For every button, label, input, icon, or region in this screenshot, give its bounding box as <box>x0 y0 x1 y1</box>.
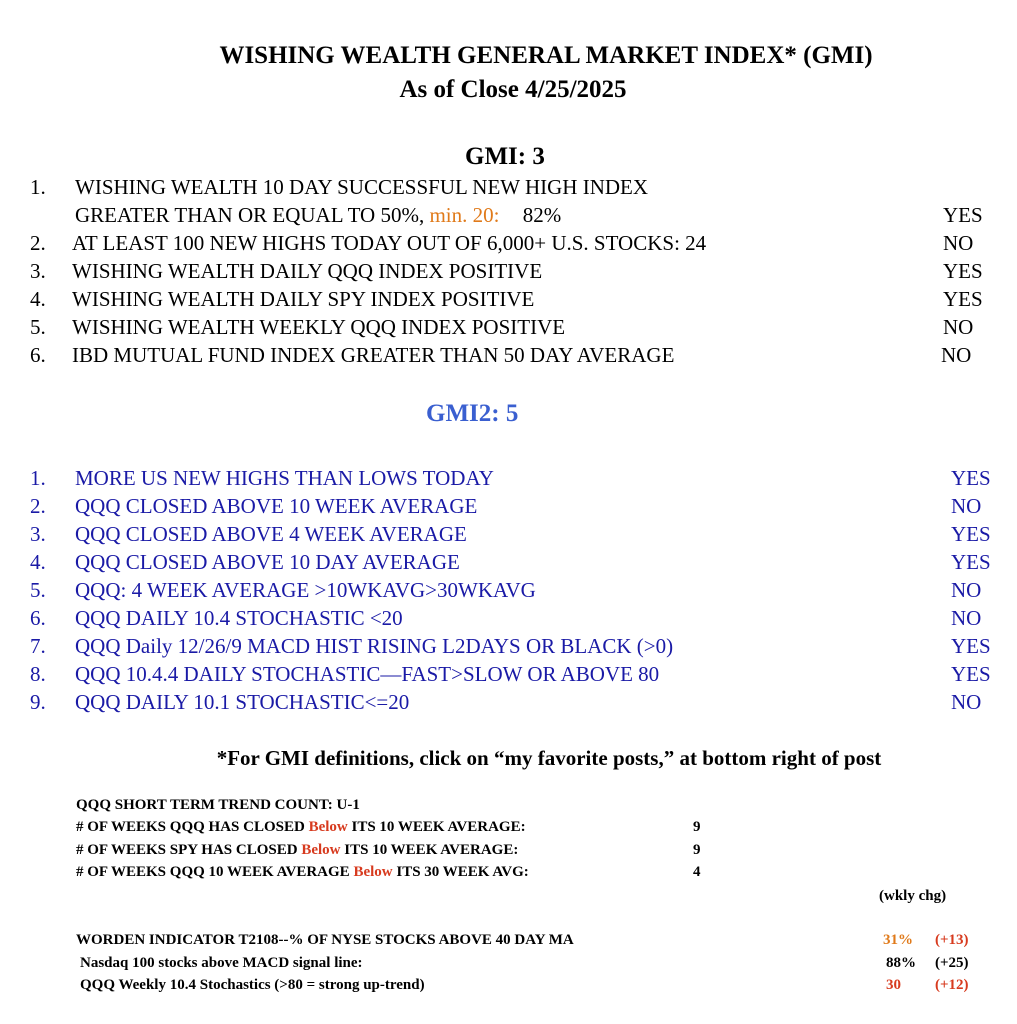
page-subtitle: As of Close 4/25/2025 <box>399 76 627 103</box>
trend-row-1-below: Below <box>308 819 348 835</box>
gmi2-item-2-label: QQQ CLOSED ABOVE 10 WEEK AVERAGE <box>75 494 478 518</box>
indicator-row-1-change: (+13) <box>935 932 969 948</box>
gmi2-item-3-status: YES <box>951 522 991 546</box>
gmi-item-1-status: YES <box>943 203 983 227</box>
gmi2-item-1-number: 1. <box>30 466 46 490</box>
gmi2-item-3-number: 3. <box>30 522 46 546</box>
gmi-item-5-number: 5. <box>30 315 46 339</box>
trend-row-1-post: ITS 10 WEEK AVERAGE: <box>347 819 526 835</box>
gmi-item-2-label: AT LEAST 100 NEW HIGHS TODAY OUT OF 6,000+ U.S. STOCKS: 24 <box>72 231 707 255</box>
trend-row-1-label <box>76 819 526 836</box>
trend-row-3-label <box>76 864 529 881</box>
gmi2-item-6-number: 6. <box>30 606 46 630</box>
gmi-item-2-status: NO <box>943 231 974 255</box>
indicator-row-1-value: 31% <box>883 932 913 948</box>
gmi-item-6-status: NO <box>941 343 972 367</box>
gmi2-item-7-number: 7. <box>30 634 46 658</box>
gmi2-item-6-label: QQQ DAILY 10.4 STOCHASTIC <20 <box>75 606 403 630</box>
gmi2-item-4-status: YES <box>951 550 991 574</box>
gmi2-item-5-number: 5. <box>30 578 46 602</box>
definitions-note: *For GMI definitions, click on “my favorite posts,” at bottom right of post <box>216 746 882 770</box>
gmi-item-4-label: WISHING WEALTH DAILY SPY INDEX POSITIVE <box>72 287 535 311</box>
gmi2-item-1-label: MORE US NEW HIGHS THAN LOWS TODAY <box>75 466 494 490</box>
gmi-item-3-label: WISHING WEALTH DAILY QQQ INDEX POSITIVE <box>72 259 543 283</box>
gmi-item-4-status: YES <box>943 287 983 311</box>
gmi-item-1-label-line1: WISHING WEALTH 10 DAY SUCCESSFUL NEW HIGH INDEX <box>75 175 649 199</box>
gmi-item-5-status: NO <box>943 315 974 339</box>
gmi-item-1-criterion: GREATER THAN OR EQUAL TO 50%, <box>75 203 425 227</box>
trend-row-2-value: 9 <box>693 842 701 858</box>
trend-row-3-pre: # OF WEEKS QQQ 10 WEEK AVERAGE <box>76 864 354 880</box>
gmi2-item-2-status: NO <box>951 494 982 518</box>
trend-row-3-post: ITS 30 WEEK AVG: <box>392 864 529 880</box>
gmi2-item-2-number: 2. <box>30 494 46 518</box>
trend-row-2-pre: # OF WEEKS SPY HAS CLOSED <box>76 842 302 858</box>
gmi-item-1-label-line2 <box>75 203 561 228</box>
gmi2-item-3-label: QQQ CLOSED ABOVE 4 WEEK AVERAGE <box>75 522 467 546</box>
gmi-item-1-number: 1. <box>30 175 46 199</box>
trend-row-1-value: 9 <box>693 819 701 835</box>
trend-row-1-pre: # OF WEEKS QQQ HAS CLOSED <box>76 819 309 835</box>
indicator-row-2-change: (+25) <box>935 955 969 971</box>
gmi2-item-9-label: QQQ DAILY 10.1 STOCHASTIC<=20 <box>75 690 410 714</box>
gmi2-item-4-number: 4. <box>30 550 46 574</box>
gmi-item-5-label: WISHING WEALTH WEEKLY QQQ INDEX POSITIVE <box>72 315 566 339</box>
gmi2-item-4-label: QQQ CLOSED ABOVE 10 DAY AVERAGE <box>75 550 460 574</box>
gmi-item-1-value: 82% <box>522 203 562 227</box>
trend-row-3-value: 4 <box>693 864 701 880</box>
gmi-item-2-number: 2. <box>30 231 46 255</box>
page-title: WISHING WEALTH GENERAL MARKET INDEX* (GMI) <box>219 42 873 69</box>
gmi2-item-8-label: QQQ 10.4.4 DAILY STOCHASTIC—FAST>SLOW OR ABOVE 80 <box>75 662 660 686</box>
indicator-row-1-label: WORDEN INDICATOR T2108--% OF NYSE STOCKS ABOVE 40 DAY MA <box>76 932 574 948</box>
gmi2-heading: GMI2: 5 <box>426 400 519 427</box>
gmi2-item-7-label: QQQ Daily 12/26/9 MACD HIST RISING L2DAYS OR BLACK (>0) <box>75 634 674 658</box>
gmi2-item-1-status: YES <box>951 466 991 490</box>
trend-row-2-below: Below <box>301 842 341 858</box>
gmi-item-6-number: 6. <box>30 343 46 367</box>
gmi-heading: GMI: 3 <box>465 143 545 170</box>
trend-count-label: QQQ SHORT TERM TREND COUNT: U-1 <box>76 797 360 813</box>
gmi2-item-8-status: YES <box>951 662 991 686</box>
weekly-change-header: (wkly chg) <box>879 888 947 904</box>
trend-row-2-post: ITS 10 WEEK AVERAGE: <box>340 842 519 858</box>
gmi2-item-6-status: NO <box>951 606 982 630</box>
gmi-item-3-number: 3. <box>30 259 46 283</box>
trend-row-3-below: Below <box>353 864 393 880</box>
gmi-item-4-number: 4. <box>30 287 46 311</box>
indicator-row-3-label: QQQ Weekly 10.4 Stochastics (>80 = strong up-trend) <box>80 977 425 993</box>
gmi-item-3-status: YES <box>943 259 983 283</box>
gmi2-item-9-status: NO <box>951 690 982 714</box>
indicator-row-2-label: Nasdaq 100 stocks above MACD signal line: <box>80 955 363 971</box>
trend-row-2-label <box>76 842 518 859</box>
gmi2-item-8-number: 8. <box>30 662 46 686</box>
indicator-row-2-value: 88% <box>886 955 916 971</box>
gmi2-item-7-status: YES <box>951 634 991 658</box>
gmi2-item-5-label: QQQ: 4 WEEK AVERAGE >10WKAVG>30WKAVG <box>75 578 536 602</box>
indicator-row-3-value: 30 <box>886 977 901 993</box>
indicator-row-3-change: (+12) <box>935 977 969 993</box>
gmi2-item-5-status: NO <box>951 578 982 602</box>
gmi-item-1-min: min. 20: <box>429 203 500 227</box>
gmi-item-6-label: IBD MUTUAL FUND INDEX GREATER THAN 50 DAY AVERAGE <box>72 343 675 367</box>
gmi2-item-9-number: 9. <box>30 690 46 714</box>
